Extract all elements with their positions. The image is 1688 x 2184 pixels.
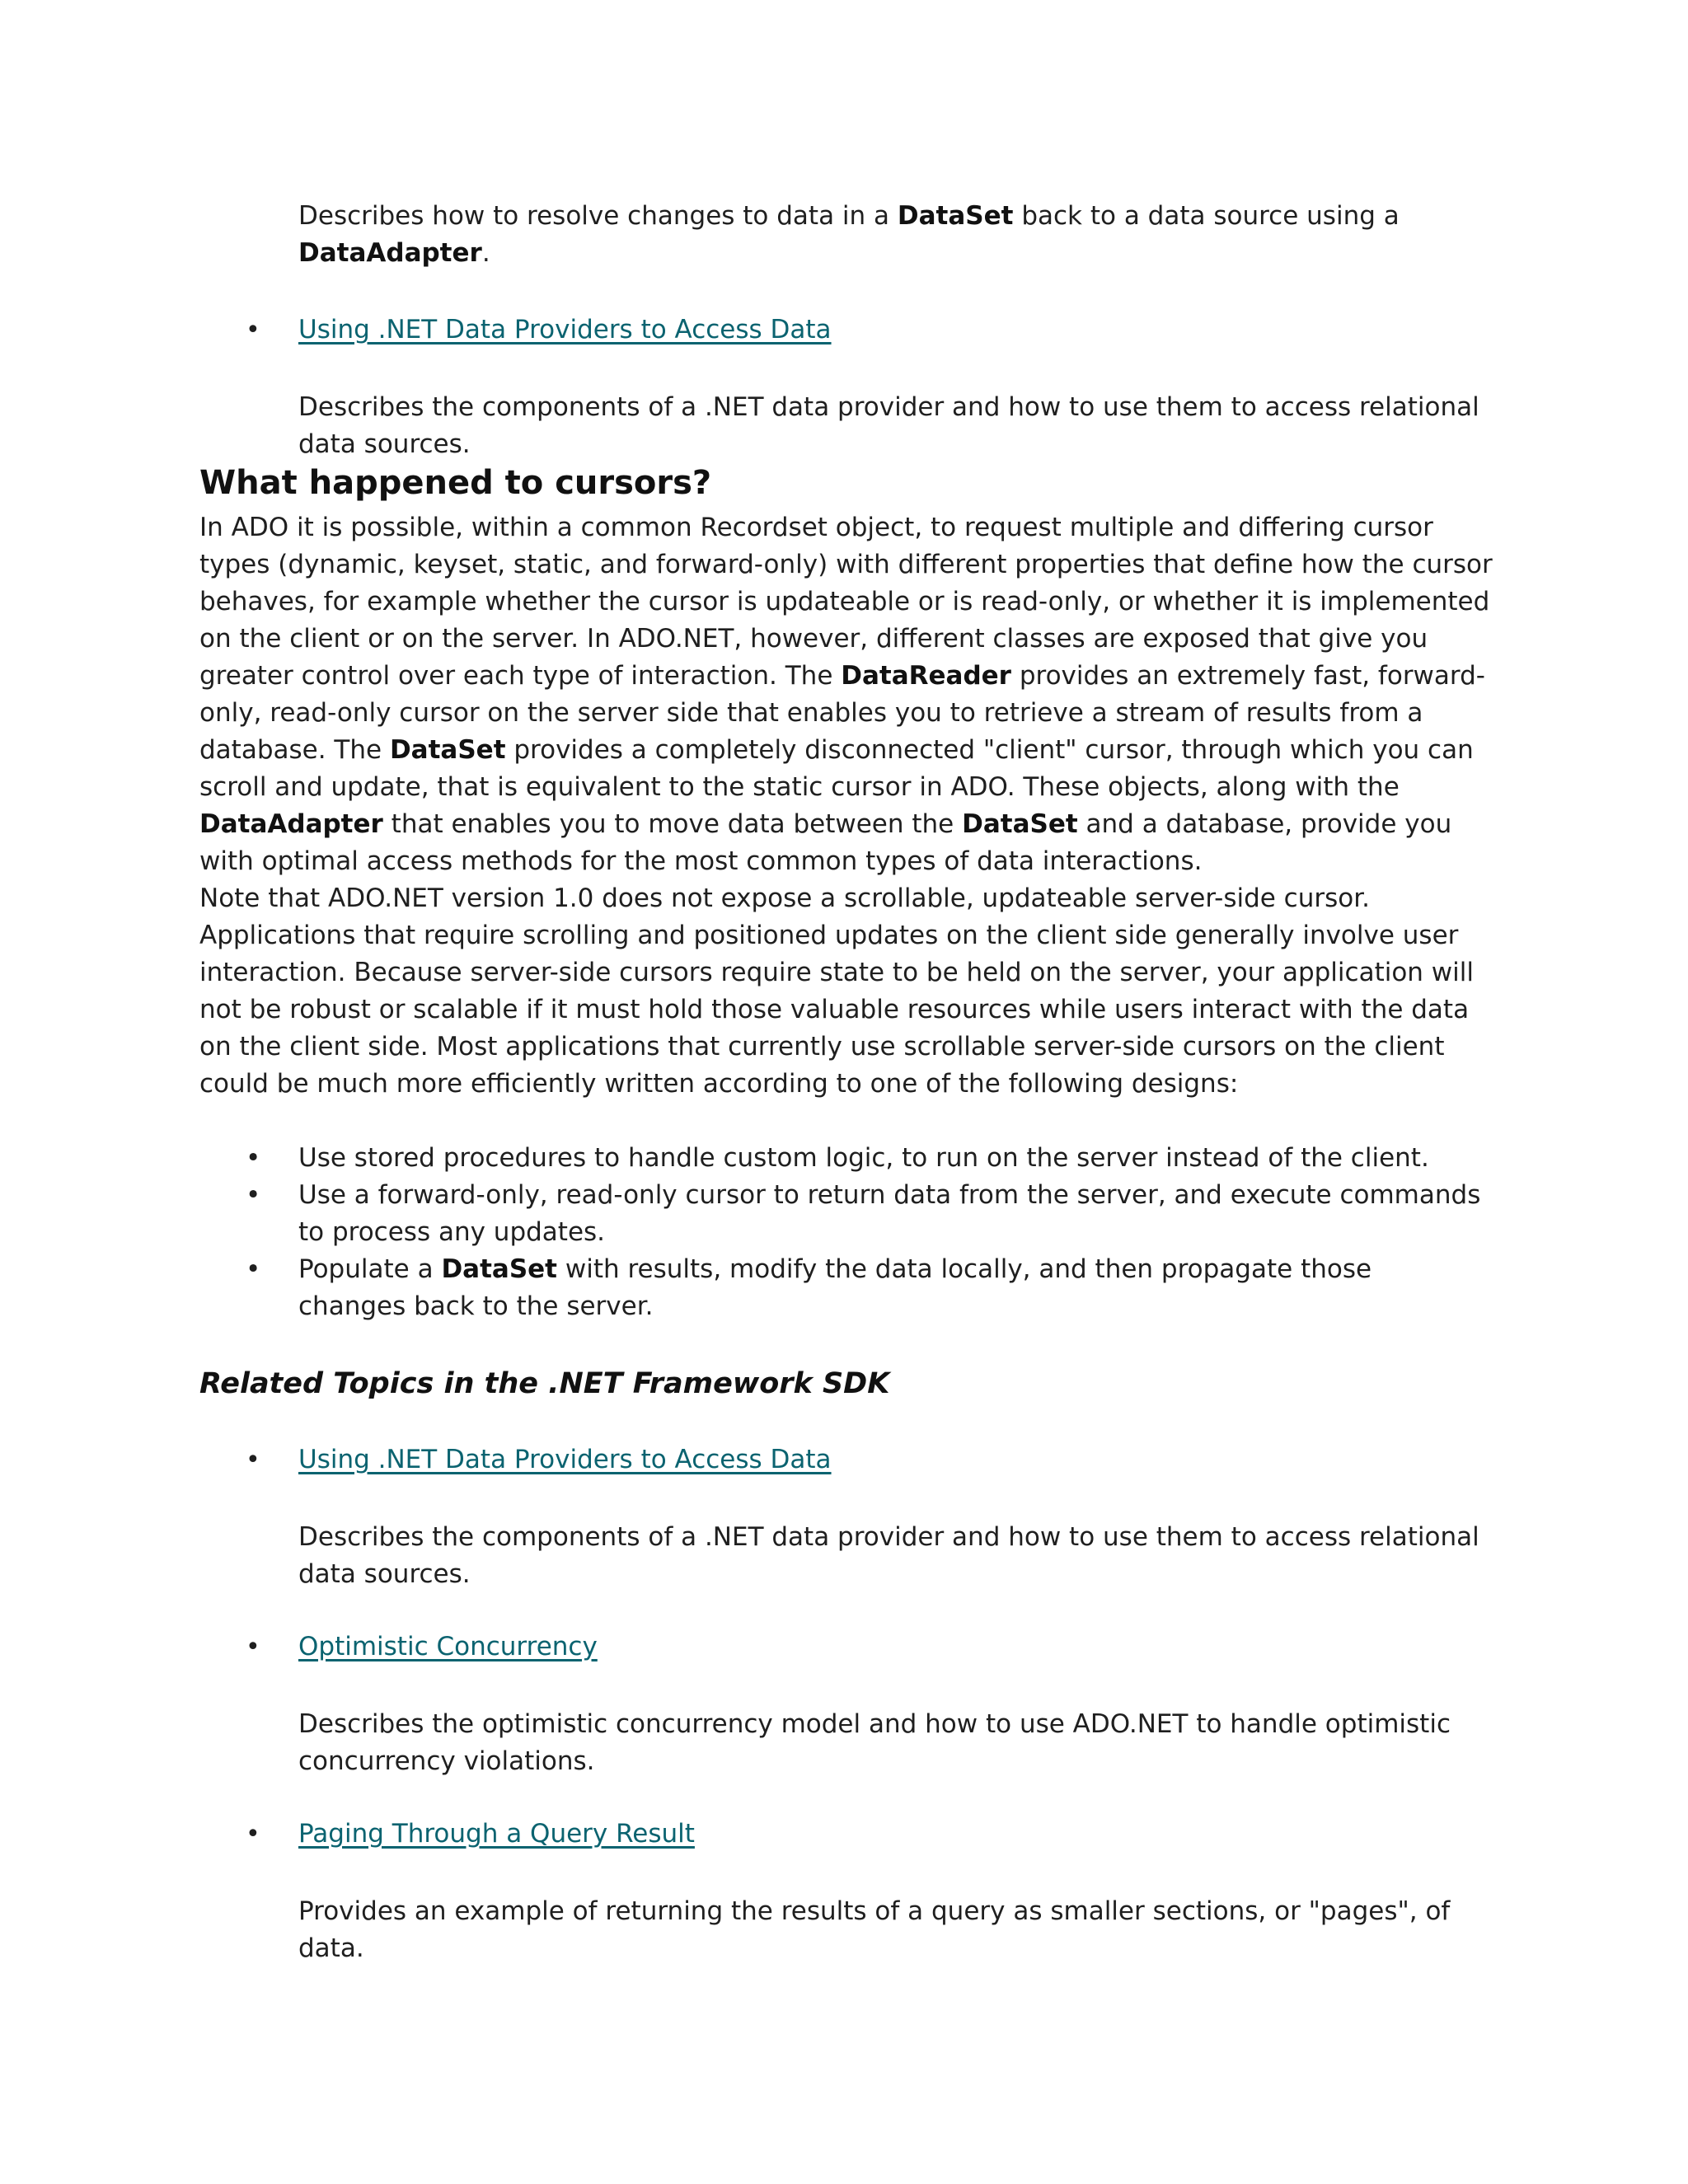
cursors-paragraph-1 — [199, 509, 1495, 880]
related-item-2-line — [298, 1629, 1485, 1666]
bullet-marker: • — [246, 316, 260, 344]
p1-text-a: In ADO it is possible, within a common Recordset object, to request multiple and differing cursor types (dynamic, keyset, static, and forward-only) with different properties that define how the cursor behaves, for example whether the cursor is updateable or is read-only, or whether it is implemented on the client or on the server. In ADO.NET, however, different classes are exposed that give you greater control over each type of interaction. The — [199, 513, 1493, 691]
p1-text-c: provides a completely disconnected "client" cursor, through which you can scroll and update, that is equivalent to the static cursor in ADO. These objects, along with the — [199, 735, 1474, 802]
related-item-3-description: Provides an example of returning the results of a query as smaller sections, or "pages", of data. — [298, 1896, 1451, 1963]
dataset-term: DataSet — [962, 809, 1078, 839]
bullet-marker: • — [246, 1820, 260, 1849]
p1-text-e: and a database, provide you with optimal access methods for the most common types of data interactions. — [199, 809, 1452, 876]
link-using-net-data-providers[interactable]: Using .NET Data Providers to Access Data — [298, 315, 832, 344]
top-link-description: Describes the components of a .NET data provider and how to use them to access relational data sources. — [298, 392, 1479, 459]
related-item-3-line — [298, 1816, 1485, 1853]
dataadapter-term: DataAdapter — [298, 238, 482, 268]
dataset-term: DataSet — [897, 201, 1014, 231]
designs-list — [298, 1140, 1485, 1325]
p1-text-b: provides an extremely fast, forward-only, read-only cursor on the server side that enables you to retrieve a stream of results from a database. The — [199, 661, 1485, 765]
intro-text-1: Describes how to resolve changes to data in a — [298, 201, 890, 231]
list-item: • Use a forward-only, read-only cursor to return data from the server, and execute commands to process any updates. — [298, 1177, 1485, 1251]
cursors-paragraph-2: Note that ADO.NET version 1.0 does not expose a scrollable, updateable server-side cursor. Applications that require scrolling and positioned updates on the client side generally involve user interaction. Because server-side cursors require state to be held on the server, your application will not be robust or scalable if it must hold those valuable resources while users interact with the data on the client side. Most applications that currently use scrollable server-side cursors on the client could be much more efficiently written according to one of the following designs: — [199, 883, 1475, 1099]
intro-text-3: . — [481, 238, 490, 268]
design-3-text-a: Populate a — [298, 1254, 434, 1284]
list-item — [298, 1251, 1485, 1325]
design-3-text-b: with results, modify the data locally, and then propagate those changes back to the server. — [298, 1254, 1372, 1321]
link-optimistic-concurrency[interactable]: Optimistic Concurrency — [298, 1632, 598, 1661]
p1-text-d: that enables you to move data between the — [391, 809, 954, 839]
link-using-net-data-providers[interactable]: Using .NET Data Providers to Access Data — [298, 1445, 832, 1474]
dataset-resolve-description — [298, 198, 1485, 272]
dataset-term: DataSet — [441, 1254, 557, 1284]
related-item-1-description: Describes the components of a .NET data provider and how to use them to access relational data sources. — [298, 1522, 1479, 1589]
top-link-line — [298, 312, 1485, 349]
list-item: • Use stored procedures to handle custom logic, to run on the server instead of the client. — [298, 1140, 1485, 1177]
bullet-marker: • — [246, 1633, 260, 1661]
bullet-marker: • — [246, 1446, 260, 1474]
dataadapter-term: DataAdapter — [199, 809, 383, 839]
link-paging-through-query-result[interactable]: Paging Through a Query Result — [298, 1819, 695, 1849]
related-item-1-line — [298, 1441, 1485, 1479]
intro-text-2: back to a data source using a — [1021, 201, 1400, 231]
dataset-term: DataSet — [389, 735, 506, 765]
datareader-term: DataReader — [841, 661, 1011, 691]
related-item-2-description: Describes the optimistic concurrency model and how to use ADO.NET to handle optimistic concurrency violations. — [298, 1709, 1451, 1776]
cursors-heading: What happened to cursors? — [199, 464, 712, 502]
related-topics-heading: Related Topics in the .NET Framework SDK — [199, 1367, 890, 1400]
